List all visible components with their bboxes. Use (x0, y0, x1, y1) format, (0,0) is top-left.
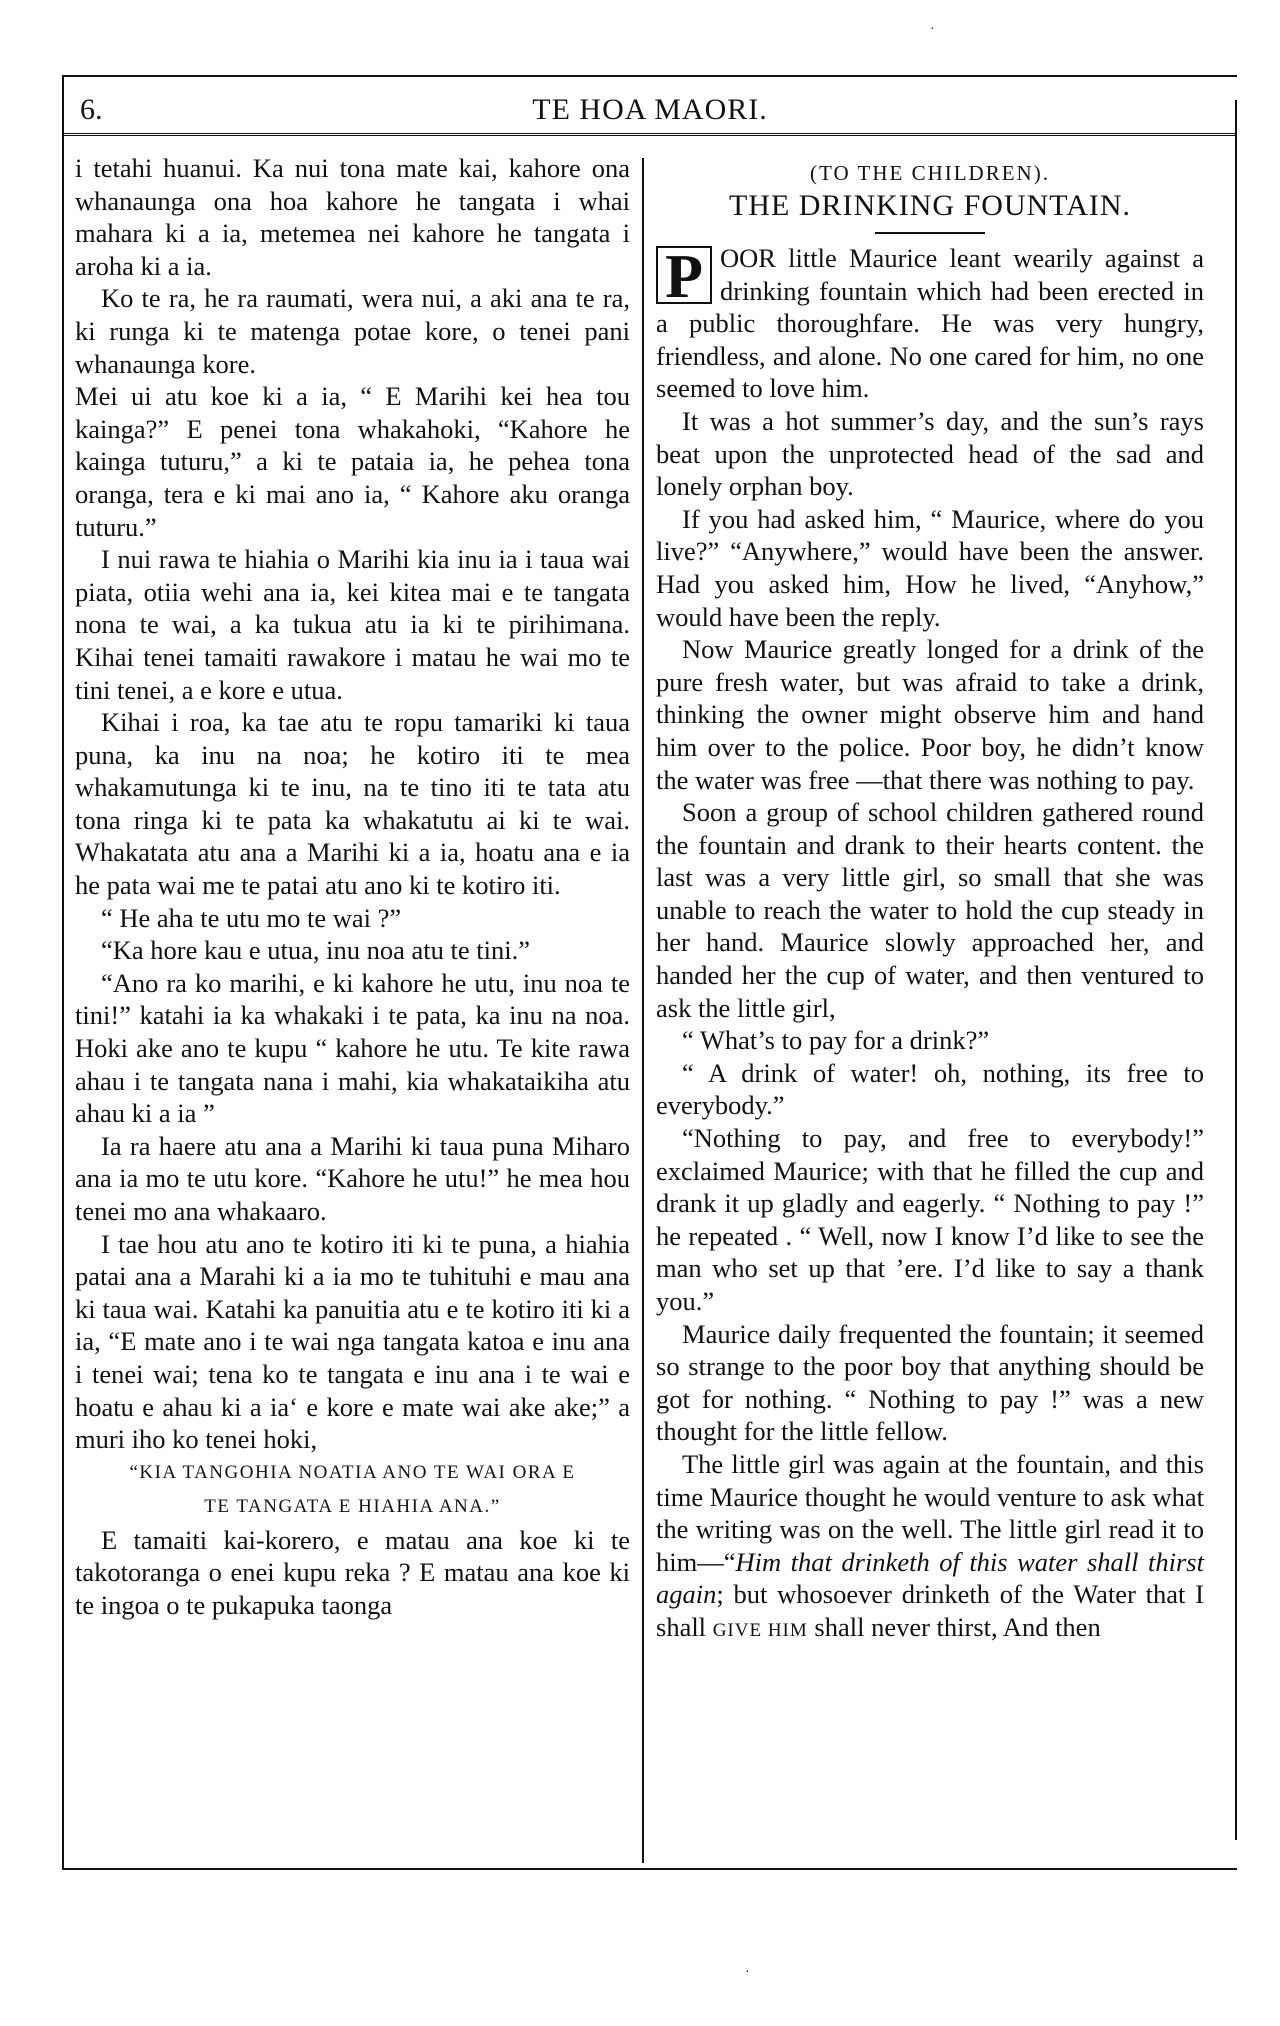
last-paragraph-italic: Him that drinketh of this water shall thirst again (656, 1546, 1204, 1610)
paragraph: I tae hou atu ano te kotiro iti ki te puna, a hiahia patai ana a Marahi ki a ia mo te tuhituhi e mau ana ki taua wai. Katahi ka panuitia atu e te kotiro iti ki a ia, “E mate ano i te wai nga tangata katoa e inu ana i tenei wai; tena ko te tangata e inu ana i te wai e hoatu e ahau ki a ia‘ e kore e mate wai ake ake;” a muri iho ko tenei hoki, (75, 1228, 630, 1455)
drop-cap: P (656, 246, 712, 304)
frame-top-rule (62, 75, 1237, 77)
paragraph: “Ka hore kau e utua, inu noa atu te tini.” (101, 935, 530, 966)
header-rule (62, 133, 1237, 140)
speck-mark: · (745, 1965, 750, 1980)
caps-quote-line1: “KIA TANGOHIA NOATIA ANO TE WAI ORA E (129, 1461, 576, 1483)
page-header (75, 93, 1225, 131)
publication-title: TE HOA MAORI. (532, 93, 768, 126)
last-paragraph-middle: ; but whosoever drinketh of the Water that I shall (656, 1579, 1204, 1642)
paragraph: Now Maurice greatly longed for a drink of the pure fresh water, but was afraid to take a drink, thinking the owner might observe him and hand him over to the police. Poor boy, he didn’t know the water was free —that there was nothing to pay. (656, 634, 1204, 795)
title-rule (875, 232, 985, 234)
frame-right-rule (1235, 100, 1237, 1840)
closing-paragraph: E tamaiti kai-korero, e matau ana koe ki te takotoranga o enei kupu reka ? E matau ana koe ki te ingoa o te pukapuka taonga (75, 1524, 630, 1620)
left-paragraphs (75, 152, 630, 1456)
paragraph: Ia ra haere atu ana a Marihi ki taua puna Miharo ana ia mo te utu kore. “Kahore he utu!” he mea hou tenei mo ana whakaaro. (75, 1130, 630, 1226)
caps-quote-line2: TE TANGATA E HIAHIA ANA.” (204, 1495, 501, 1517)
last-paragraph-smallcaps: GIVE HIM (712, 1619, 808, 1641)
paragraph: Kihai i roa, ka tae atu te ropu tamariki ki taua puna, ka inu na noa; he kotiro iti te mea whakamutunga ki te inu, na te tino iti te tata atu tona ringa ki te pata ka whakatutu ai ki te wai. Whakatata atu ana a Marihi ki a ia, hoatu ana e ia he pata wai me te patai atu ano ki te kotiro iti. (75, 707, 630, 901)
paragraph: “ A drink of water! oh, nothing, its free to everybody.” (656, 1057, 1204, 1121)
first-paragraph-text: OOR little Maurice leant wearily against a drinking fountain which had been erected in a public thoroughfare. He was very hungry, friendless, and alone. No one cared for him, no one seemed to love him. (656, 243, 1204, 404)
right-column (656, 152, 1204, 1648)
paragraph: If you had asked him, “ Maurice, where do you live?” “Anywhere,” would have been the answer. Had you asked him, How he lived, “Anyhow,” would have been the reply. (656, 503, 1204, 632)
speck-mark: · (930, 22, 935, 37)
paragraph: “Ano ra ko marihi, e ki kahore he utu, inu noa te tini!” katahi ia ka whakaki i te pata, ka inu na noa. Hoki ake ano te kupu “ kahore he utu. Te kite rawa ahau i te tangata nana i mahi, kia whakataikiha atu ahau ki a ia ” (75, 967, 630, 1129)
left-column (75, 152, 630, 1622)
last-paragraph (656, 1448, 1204, 1648)
paragraph: “ He aha te utu mo te wai ?” (101, 902, 402, 933)
paragraph: Soon a group of school children gathered round the fountain and drank to their hearts content. the last was a very little girl, so small that she was unable to reach the water to hold the cup steady in her hand. Maurice slowly approached her, and handed her the cup of water, and then ventured to ask the little girl, (656, 797, 1204, 1023)
column-divider (642, 158, 644, 1863)
paragraph: Mei ui atu koe ki a ia, “ E Marihi kei hea tou kainga?” E penei tona whakahoki, “Kahore he kainga tuturu,” a ki te pataia ia, he pehea tona oranga, tera e ki mai ano ia, “ Kahore aku oranga tuturu.” (75, 381, 630, 542)
paragraph: i tetahi huanui. Ka nui tona mate kai, kahore ona whanaunga ona hoa kahore he tangata i whai mahara ki a ia, metemea nei kahore he tangata i aroha ki a ia. (75, 153, 630, 281)
paragraph: “Nothing to pay, and free to everybody!” exclaimed Maurice; with that he filled the cup and drank it up gladly and eagerly. “ Nothing to pay !” he repeated . “ Well, now I know I’d like to see the man who set up that ’ere. I’d like to say a thank you.” (656, 1123, 1204, 1316)
paragraph: It was a hot summer’s day, and the sun’s rays beat upon the unprotected head of the sad and lonely orphan boy. (656, 405, 1204, 502)
right-paragraphs (656, 405, 1204, 1448)
paragraph: Ko te ra, he ra raumati, wera nui, a aki ana te ra, ki runga ki te matenga potae kore, o tenei pani whanaunga kore. (75, 283, 630, 379)
caps-quote (75, 1456, 630, 1524)
article-subheading: (TO THE CHILDREN). (810, 161, 1050, 185)
last-paragraph-tail: shall never thirst, And then (814, 1611, 1101, 1642)
article-title: THE DRINKING FOUNTAIN. (728, 189, 1132, 222)
frame-left-rule (62, 75, 64, 1870)
first-paragraph (656, 242, 1204, 405)
paragraph: I nui rawa te hiahia o Marihi kia inu ia i taua wai piata, otiia wehi ana ia, kei kitea mai e te tangata nona te wai, a ka tukua atu ia ki te pirihimana. Kihai tenei tamaiti rawakore i matau he wai mo te tini tenei, a e kore e utua. (75, 544, 630, 705)
page-number: 6. (80, 93, 103, 126)
frame-bottom-rule (62, 1868, 1237, 1870)
paragraph: “ What’s to pay for a drink?” (682, 1025, 990, 1056)
last-paragraph-lead: The little girl was again at the fountain, and this time Maurice thought he would venture to ask what the writing was on the well. The little girl read it to him—“ (656, 1448, 1204, 1577)
paragraph: Maurice daily frequented the fountain; it seemed so strange to the poor boy that anything should be got for nothing. “ Nothing to pay !” was a new thought for the little fellow. (656, 1318, 1204, 1447)
